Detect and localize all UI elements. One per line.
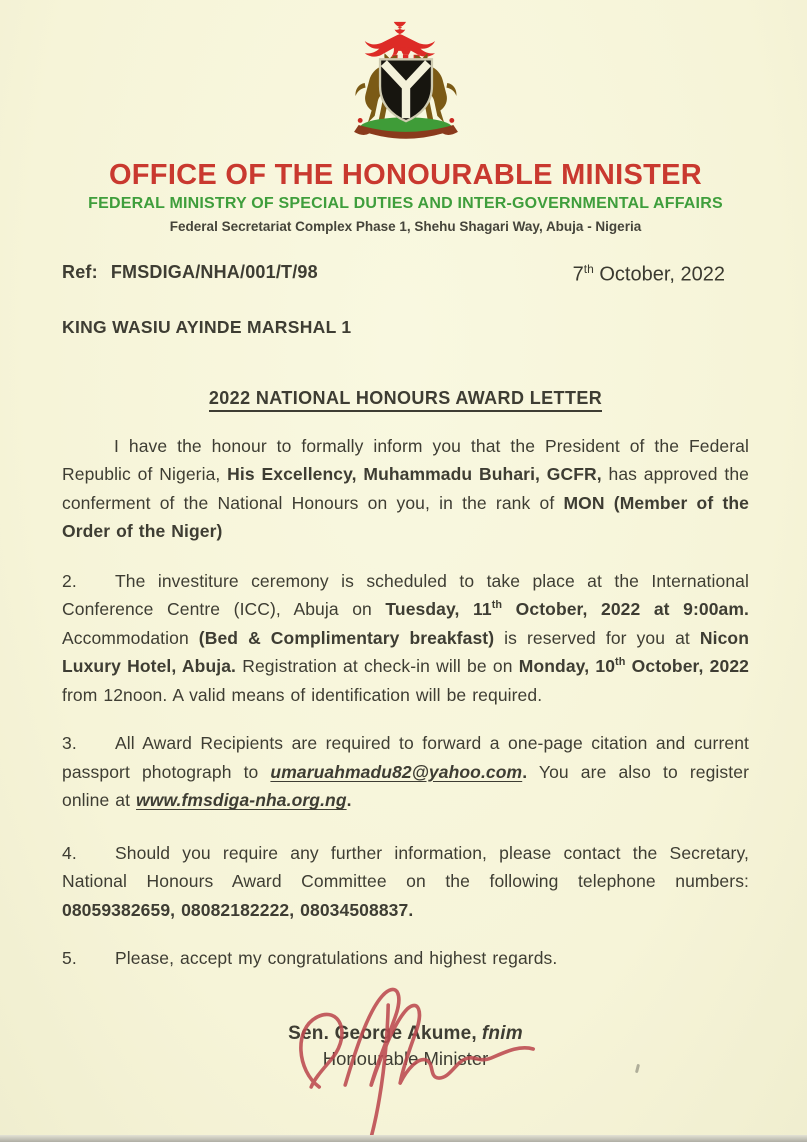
eagle-icon [364, 22, 434, 60]
signatory-title: Honourable Minister [322, 1047, 489, 1069]
reference-number [62, 262, 318, 283]
letter-heading [62, 388, 749, 412]
date-month-year: October, 2022 [593, 263, 725, 286]
signatory-name [62, 1021, 749, 1046]
flower-right [449, 118, 454, 123]
letterhead [62, 14, 749, 157]
signatory-name-text: Sen. George Akume, [288, 1022, 477, 1044]
reference-label: Ref: [62, 262, 98, 282]
paragraph-5: 5. Please, accept my congratulations and highest regards. [62, 948, 558, 969]
date-day: 7 [572, 263, 584, 286]
ministry-name: FEDERAL MINISTRY OF SPECIAL DUTIES AND INTER-GOVERNMENTAL AFFAIRS [88, 195, 723, 212]
paragraph-3: 3. All Award Recipients are required to forward a one-page citation and current passport photograph to umaruahmadu82@yahoo.com. You are also to register online at www.fmsdiga-nha.org.ng. [62, 733, 749, 811]
letter-date [573, 262, 725, 287]
signatory-credential: fnim [481, 1022, 523, 1044]
letter-heading-text: 2022 NATIONAL HONOURS AWARD LETTER [209, 388, 602, 412]
date-ordinal-suffix: th [583, 262, 594, 276]
paragraph-1: I have the honour to formally inform you that the President of the Federal Republic of Nigeria, His Excellency, Muhammadu Buhari, GCFR, has approved the conferment of the National Honours on you, in the rank of MON (Member of the Order of the Niger) [62, 435, 749, 542]
scan-bottom-edge [0, 1135, 807, 1142]
signature-block [62, 973, 749, 1071]
paragraph-4: 4. Should you require any further information, please contact the Secretary, National Honours Award Committee on the following telephone numbers: 08059382659, 08082182222, 08034508837. [62, 842, 749, 920]
nigeria-coat-of-arms-icon [322, 14, 490, 152]
reference-row [62, 262, 749, 287]
office-title: OFFICE OF THE HONOURABLE MINISTER [108, 159, 703, 191]
paragraph-2: 2. The investiture ceremony is scheduled to take place at the International Conference Centre (ICC), Abuja on Tuesday, 11th October, 2022 at 9:00am. Accommodation (Bed & Complimentary breakfast) is reserved for you at Nicon Luxury Hotel, Abuja. Registration at check-in will be on Monday, 10th October, 2022 from 12noon. A valid means of identification will be required. [62, 570, 750, 705]
flower-left [357, 118, 362, 123]
ministry-address: Federal Secretariat Complex Phase 1, Shehu Shagari Way, Abuja - Nigeria [169, 219, 642, 234]
reference-value: FMSDIGA/NHA/001/T/98 [110, 262, 318, 282]
recipient-name: KING WASIU AYINDE MARSHAL 1 [62, 316, 352, 337]
